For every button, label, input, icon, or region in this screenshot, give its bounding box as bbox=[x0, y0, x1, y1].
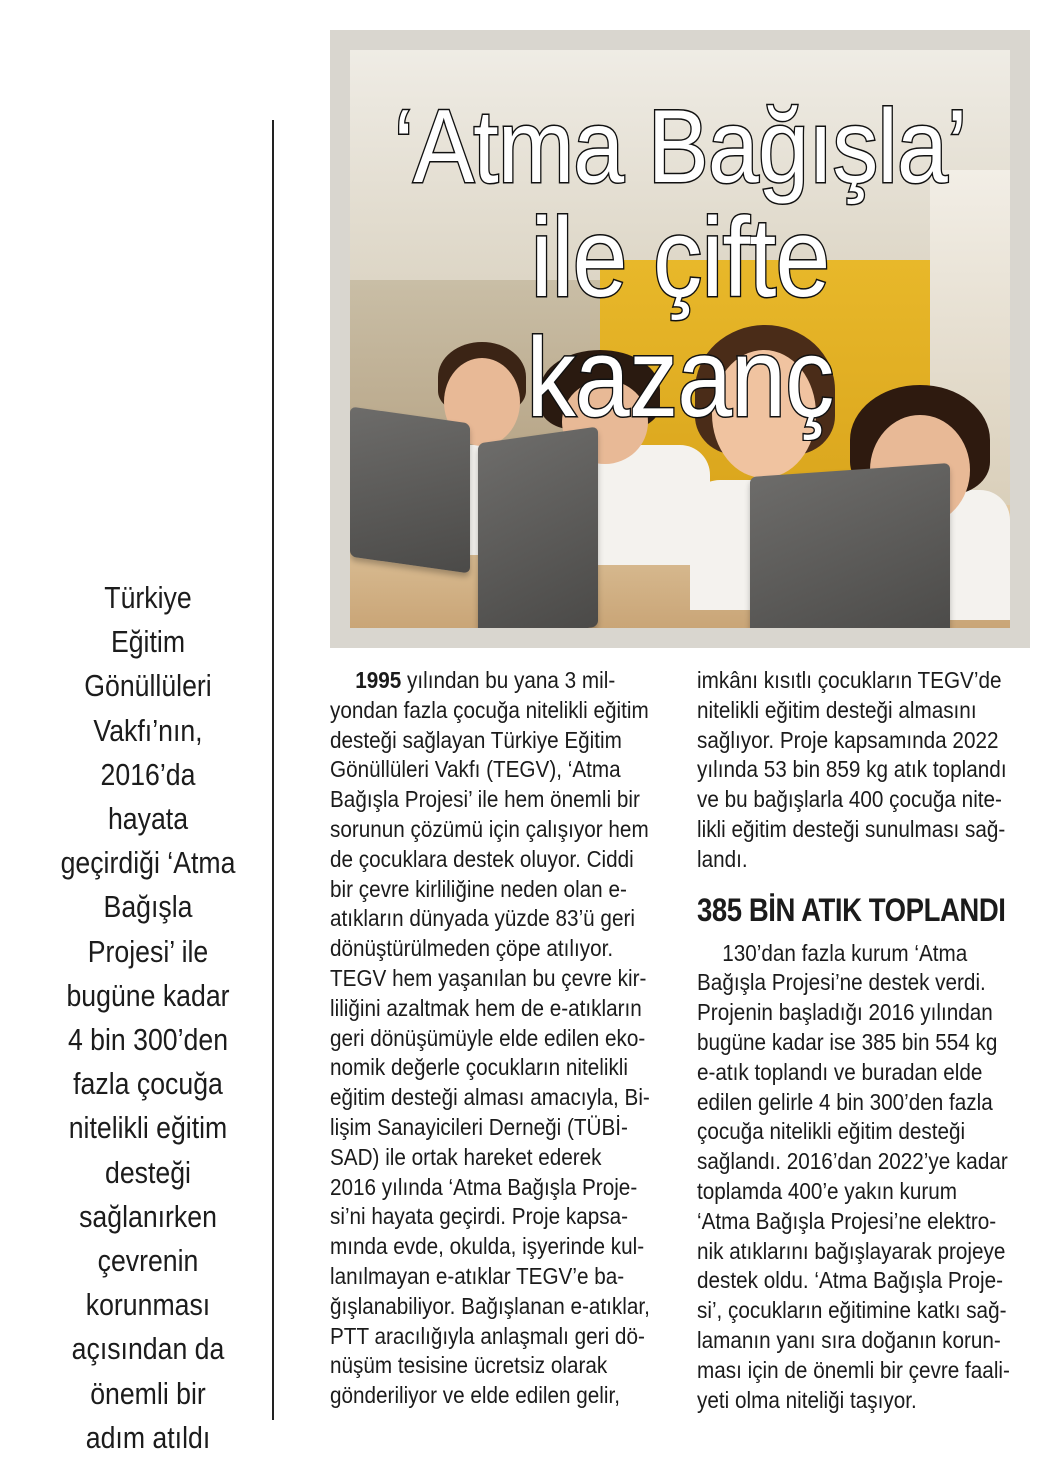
pull-quote-line: geçirdiği ‘Atma bbox=[60, 845, 236, 881]
column-divider bbox=[272, 120, 274, 1420]
body-line: lanılmayan e-atıklar TEGV’e ba- bbox=[330, 1262, 625, 1289]
pull-quote-line: Projesi’ ile bbox=[87, 933, 209, 969]
body-line: mında evde, okulda, işyerinde kul- bbox=[330, 1233, 645, 1260]
pull-quote-line: Bağışla bbox=[103, 889, 193, 925]
article-photo bbox=[330, 30, 1030, 648]
body-line: desteği sağlayan Türkiye Eğitim bbox=[330, 726, 622, 753]
body-line: eğitim desteği alması amacıyla, Bi- bbox=[330, 1084, 650, 1111]
body-line: yılında 53 bin 859 kg atık toplandı bbox=[697, 756, 1007, 783]
body-line: ması için de önemli bir çevre faali- bbox=[697, 1356, 1010, 1383]
pull-quote-line: adım atıldı bbox=[85, 1419, 211, 1455]
body-line: PTT aracılığıyla anlaşmalı geri dö- bbox=[330, 1322, 645, 1349]
body-line: de çocuklara destek oluyor. Ciddi bbox=[330, 845, 634, 872]
body-line: atıkların dünyada yüzde 83’ü geri bbox=[330, 905, 635, 932]
body-line: sorunun çözümü için çalışıyor hem bbox=[330, 815, 649, 842]
body-line: imkânı kısıtlı çocukların TEGV’de bbox=[697, 667, 1002, 693]
body-line: sağlıyor. Proje kapsamında 2022 bbox=[697, 726, 999, 753]
pull-quote-line: hayata bbox=[107, 801, 189, 837]
body-line: ve bu bağışlarla 400 çocuğa nite- bbox=[697, 786, 1002, 813]
pull-quote-line: sağlanırken bbox=[79, 1198, 217, 1234]
body-line: SAD) ile ortak hareket ederek bbox=[330, 1143, 602, 1170]
body-line: toplamda 400’e yakın kurum bbox=[697, 1177, 958, 1204]
headline-line-2: ile çifte kazanç bbox=[526, 195, 834, 440]
body-line: geri dönüşümüyle elde edilen eko- bbox=[330, 1024, 646, 1051]
pull-quote-line: 2016’da bbox=[100, 756, 196, 792]
body-line: lamanın yanı sıra doğanın korun- bbox=[697, 1326, 1001, 1353]
body-text: yılından bu yana 3 mil- bbox=[401, 667, 616, 693]
body-line: landı. bbox=[697, 845, 748, 872]
body-line: Gönüllüleri Vakfı (TEGV), ‘Atma bbox=[330, 756, 621, 783]
pull-quote-line: Türkiye bbox=[104, 580, 192, 615]
body-line: sağlandı. 2016’dan 2022’ye kadar bbox=[697, 1148, 1008, 1175]
body-column-1 bbox=[330, 666, 660, 1411]
headline-line-1: ‘Atma Bağışla’ bbox=[393, 89, 967, 205]
body-line: liliğini azaltmak hem de e-atıkların bbox=[330, 994, 642, 1021]
body-line: gönderiliyor ve elde edilen gelir, bbox=[330, 1382, 620, 1409]
body-line: bugüne kadar ise 385 bin 554 kg bbox=[697, 1028, 998, 1055]
body-line: edilen gelirle 4 bin 300’den fazla bbox=[697, 1088, 993, 1115]
body-line: 130’dan fazla kurum ‘Atma bbox=[722, 939, 968, 966]
body-line: yeti olma niteliği taşıyor. bbox=[697, 1386, 917, 1413]
pull-quote-line: 4 bin 300’den bbox=[67, 1022, 229, 1058]
body-line: nik atıklarını bağışlayarak projeye bbox=[697, 1237, 1006, 1264]
body-line bbox=[330, 666, 627, 696]
body-line: si’, çocukların eğitimine katkı sağ- bbox=[697, 1297, 1007, 1324]
pull-quote-line: nitelikli eğitim bbox=[68, 1110, 228, 1146]
body-line: Bağışla Projesi’ ile hem önemli bir bbox=[330, 786, 640, 813]
subheading: 385 BİN ATIK TOPLANDI bbox=[697, 891, 1006, 928]
body-column-2 bbox=[697, 666, 1027, 1415]
body-line: ğışlanabiliyor. Bağışlanan e-atıklar, bbox=[330, 1292, 650, 1319]
body-line: likli eğitim desteği sunulması sağ- bbox=[697, 815, 1006, 842]
body-line: destek oldu. ‘Atma Bağışla Proje- bbox=[697, 1267, 1004, 1294]
pull-quote-line: bugüne kadar bbox=[66, 977, 230, 1013]
body-line: nomik değerle çocukların nitelikli bbox=[330, 1054, 628, 1081]
pull-quote-line: Eğitim bbox=[110, 624, 186, 660]
body-line: Projenin başladığı 2016 yılından bbox=[697, 999, 993, 1026]
body-line: TEGV hem yaşanılan bu çevre kir- bbox=[330, 964, 647, 991]
body-line: e-atık toplandı ve buradan elde bbox=[697, 1058, 983, 1085]
pull-quote-line: önemli bir bbox=[90, 1375, 206, 1411]
laptop bbox=[750, 463, 950, 628]
pull-quote-line: korunması bbox=[85, 1287, 211, 1323]
body-line: ‘Atma Bağışla Projesi’ne elektro- bbox=[697, 1207, 997, 1234]
pull-quote-line: açısından da bbox=[71, 1331, 225, 1367]
body-line: lişim Sanayicileri Derneği (TÜBİ- bbox=[330, 1113, 628, 1140]
pull-quote-line: desteği bbox=[105, 1154, 191, 1190]
body-line: si’ni hayata geçirdi. Proje kapsa- bbox=[330, 1203, 628, 1230]
body-line: nitelikli eğitim desteği almasını bbox=[697, 696, 977, 723]
body-line: nüşüm tesisine ücretsiz olarak bbox=[330, 1352, 608, 1379]
body-line: çocuğa nitelikli eğitim desteği bbox=[697, 1118, 966, 1145]
pull-quote-line: Vakfı’nın, bbox=[93, 712, 203, 748]
body-line: dönüştürülmeden çöpe atılıyor. bbox=[330, 935, 614, 962]
pull-quote-line: Gönüllüleri bbox=[84, 668, 212, 704]
body-line: yondan fazla çocuğa nitelikli eğitim bbox=[330, 696, 649, 723]
pull-quote-line: çevrenin bbox=[97, 1243, 199, 1279]
laptop bbox=[478, 427, 598, 628]
body-line: 2016 yılında ‘Atma Bağışla Proje- bbox=[330, 1173, 638, 1200]
body-line: Bağışla Projesi’ne destek verdi. bbox=[697, 969, 986, 996]
body-line: bir çevre kirliliğine neden olan e- bbox=[330, 875, 627, 902]
pull-quote-line: fazla çocuğa bbox=[73, 1066, 223, 1102]
pull-quote bbox=[47, 576, 250, 1460]
lead-year: 1995 bbox=[355, 667, 402, 693]
